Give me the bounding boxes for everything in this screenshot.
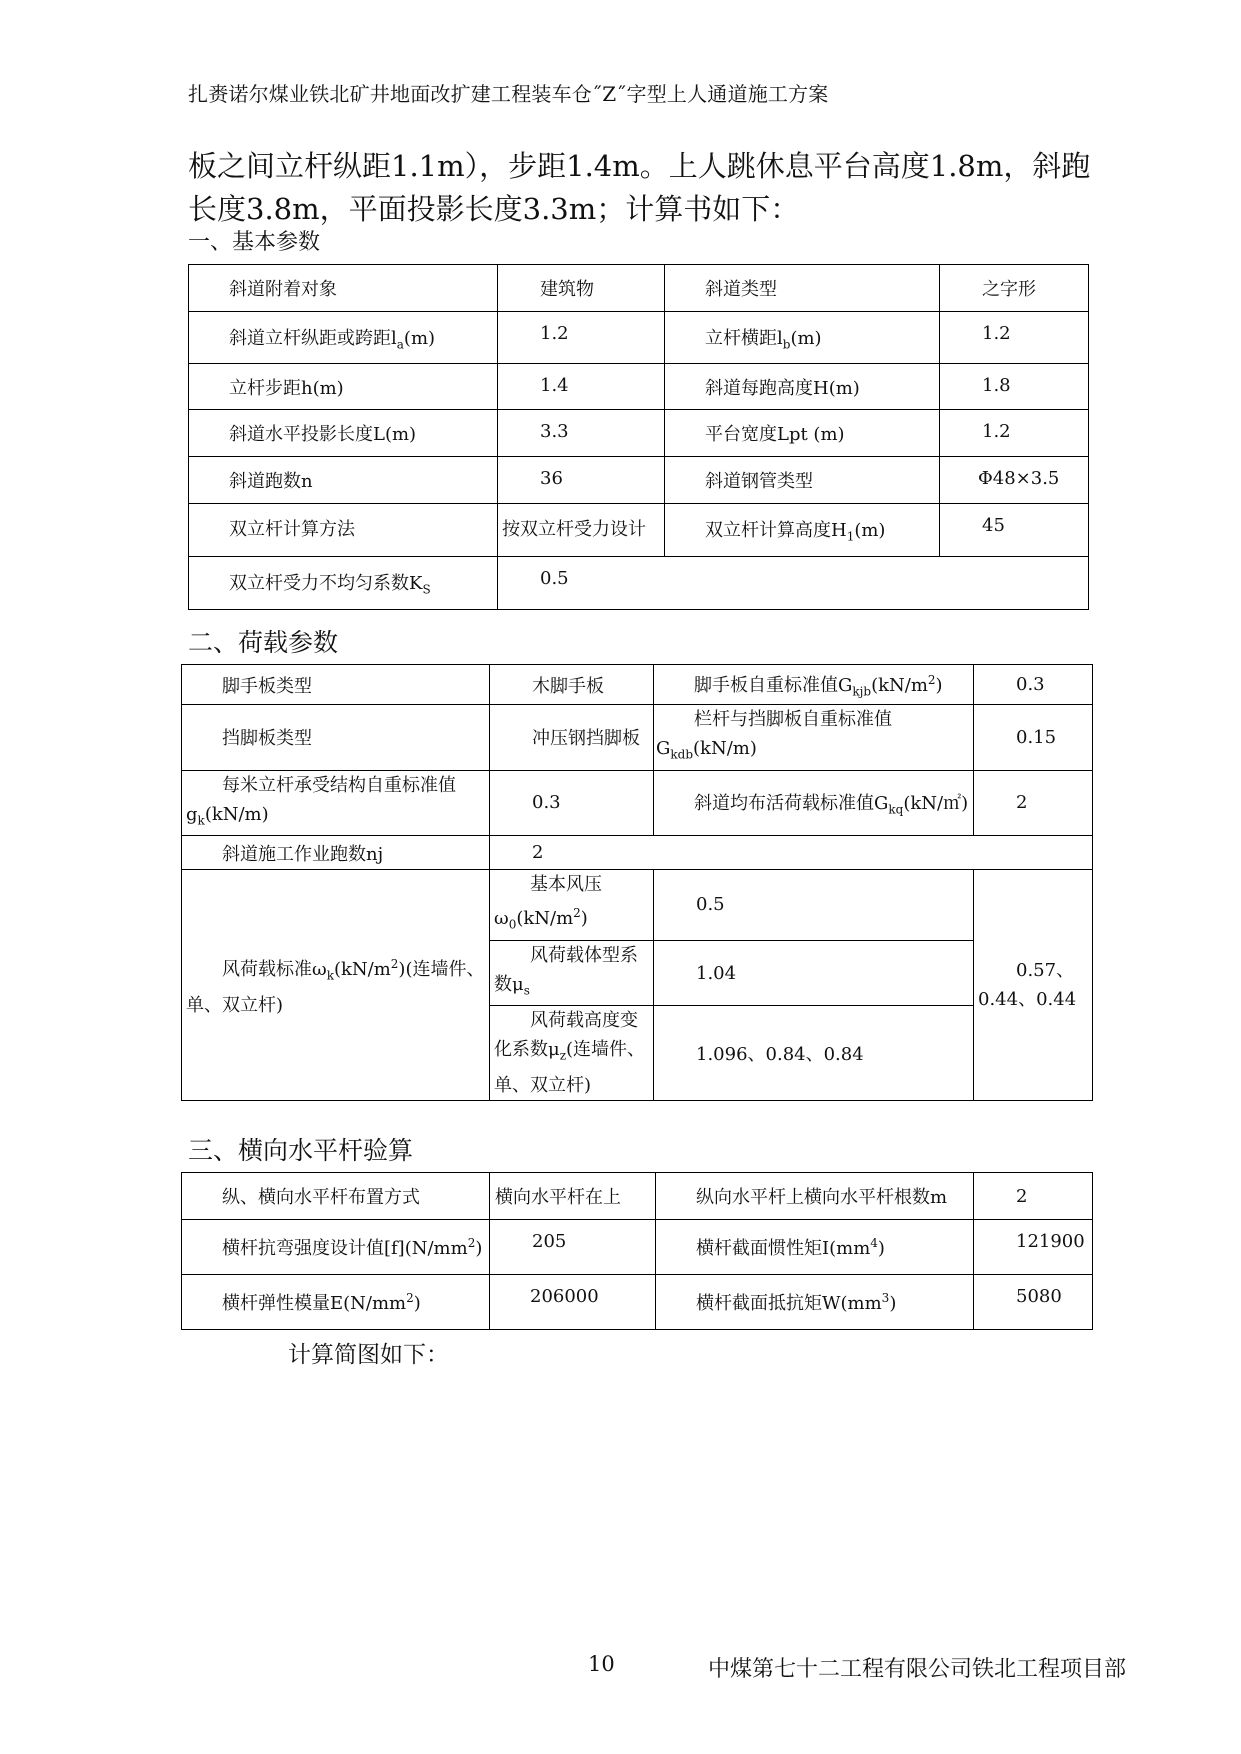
table-cell: 5080	[974, 1275, 1093, 1330]
table-row	[189, 557, 1089, 610]
table-cell: 1.2	[940, 410, 1089, 457]
basic-params-table	[188, 264, 1089, 610]
table-cell: 2	[490, 836, 1093, 870]
table-cell: 双立杆受力不均匀系数$K_S$	[189, 557, 498, 610]
table-cell: 2	[974, 770, 1093, 836]
table-cell: 风荷载标准$\omega_k(kN/m^2)$(连墙件、 单、双立杆)	[182, 870, 490, 1101]
table-cell: 0.15	[974, 705, 1093, 771]
table-cell: 斜道每跑高度H(m)	[665, 364, 940, 410]
table-cell: 木脚手板	[490, 665, 654, 705]
section-title-load-params: 二、荷载参数	[188, 628, 339, 657]
table-cell: 121900	[974, 1220, 1093, 1275]
table-cell: 平台宽度Lpt (m)	[665, 410, 940, 457]
diagram-caption: 计算简图如下：	[288, 1342, 449, 1368]
table-cell: 冲压钢挡脚板	[490, 705, 654, 771]
table-cell: 纵、横向水平杆布置方式	[182, 1173, 490, 1220]
table-cell: 横杆抗弯强度设计值$[f](N/mm^2)$	[182, 1220, 490, 1275]
table-cell: 0.5	[654, 870, 974, 941]
table-cell: 0.3	[490, 770, 654, 836]
table-cell: 36	[498, 457, 665, 504]
table-cell: 双立杆计算高度$H_1(m)$	[665, 504, 940, 557]
table-row	[189, 504, 1089, 557]
table-cell: 立杆横距$l_b(m)$	[665, 312, 940, 364]
table-cell: 斜道均布活荷载标准值$G_{kq}(kN/㎡)$	[654, 770, 974, 836]
table-row	[182, 1220, 1093, 1275]
table-cell: 205	[490, 1220, 656, 1275]
table-cell: 斜道附着对象	[189, 265, 498, 312]
table-cell: 立杆步距h(m)	[189, 364, 498, 410]
running-header: 扎赉诺尔煤业铁北矿井地面改扩建工程装车仓˝Z˝字型上人通道施工方案	[188, 82, 829, 106]
table-cell: 0.5	[498, 557, 1089, 610]
table-cell: 1.2	[498, 312, 665, 364]
table-row	[182, 1173, 1093, 1220]
table-row	[182, 770, 1093, 836]
table-cell: 1.4	[498, 364, 665, 410]
table-cell: 建筑物	[498, 265, 665, 312]
table-cell: 基本风压 $\omega_0(kN/m^2)$	[490, 870, 654, 941]
table-cell: 风荷载高度变 化系数$\mu_z$(连墙件、 单、双立杆)	[490, 1006, 654, 1101]
table-cell: 1.8	[940, 364, 1089, 410]
table-cell: 1.096、0.84、0.84	[654, 1006, 974, 1101]
table-cell: 0.3	[974, 665, 1093, 705]
table-row	[189, 364, 1089, 410]
section-title-basic-params: 一、基本参数	[188, 230, 321, 255]
table-row	[189, 410, 1089, 457]
table-row	[189, 457, 1089, 504]
table-cell: 横杆截面惯性矩$I(mm^4)$	[656, 1220, 974, 1275]
table-cell: 横杆弹性模量$E(N/mm^2)$	[182, 1275, 490, 1330]
body-paragraph: 板之间立杆纵距1.1m），步距1.4m。上人跳休息平台高度1.8m，斜跑长度3.8m，平面投影长度3.3m；计算书如下：	[188, 149, 1091, 226]
table-cell: 206000	[490, 1275, 656, 1330]
table-cell: 横杆截面抵抗矩$W(mm^3)$	[656, 1275, 974, 1330]
table-cell: 斜道跑数n	[189, 457, 498, 504]
table-row	[182, 836, 1093, 870]
table-cell: 脚手板类型	[182, 665, 490, 705]
table-cell: 1.04	[654, 940, 974, 1006]
table-cell: 纵向水平杆上横向水平杆根数m	[656, 1173, 974, 1220]
page-number: 10	[588, 1652, 615, 1676]
table-cell: 按双立杆受力设计	[498, 504, 665, 557]
table-cell: Φ48×3.5	[940, 457, 1089, 504]
load-params-table	[181, 664, 1093, 1101]
table-cell: 斜道类型	[665, 265, 940, 312]
table-row	[182, 870, 1093, 941]
table-row	[189, 312, 1089, 364]
table-cell: 1.2	[940, 312, 1089, 364]
footer-organization: 中煤第七十二工程有限公司铁北工程项目部	[708, 1657, 1127, 1682]
section-title-crossbar-check: 三、横向水平杆验算	[188, 1136, 414, 1165]
crossbar-params-table	[181, 1172, 1093, 1330]
table-row	[182, 705, 1093, 771]
table-cell: 2	[974, 1173, 1093, 1220]
table-cell: 横向水平杆在上	[490, 1173, 656, 1220]
table-cell: 斜道水平投影长度L(m)	[189, 410, 498, 457]
table-row	[182, 1275, 1093, 1330]
table-cell: 斜道立杆纵距或跨距$l_a(m)$	[189, 312, 498, 364]
table-cell: 斜道钢管类型	[665, 457, 940, 504]
table-cell: 脚手板自重标准值$G_{kjb}(kN/m^2)$	[654, 665, 974, 705]
table-cell: 斜道施工作业跑数nj	[182, 836, 490, 870]
table-cell: 0.57、 0.44、0.44	[974, 870, 1093, 1101]
table-row	[189, 265, 1089, 312]
table-cell: 挡脚板类型	[182, 705, 490, 771]
table-cell: 之字形	[940, 265, 1089, 312]
table-cell: 每米立杆承受结构自重标准值 $g_k(kN/m)$	[182, 770, 490, 836]
table-row	[182, 665, 1093, 705]
table-cell: 风荷载体型系 数$\mu_s$	[490, 940, 654, 1006]
table-cell: 45	[940, 504, 1089, 557]
table-cell: 双立杆计算方法	[189, 504, 498, 557]
table-cell: 3.3	[498, 410, 665, 457]
table-cell: 栏杆与挡脚板自重标准值 $G_{kdb}(kN/m)$	[654, 705, 974, 771]
